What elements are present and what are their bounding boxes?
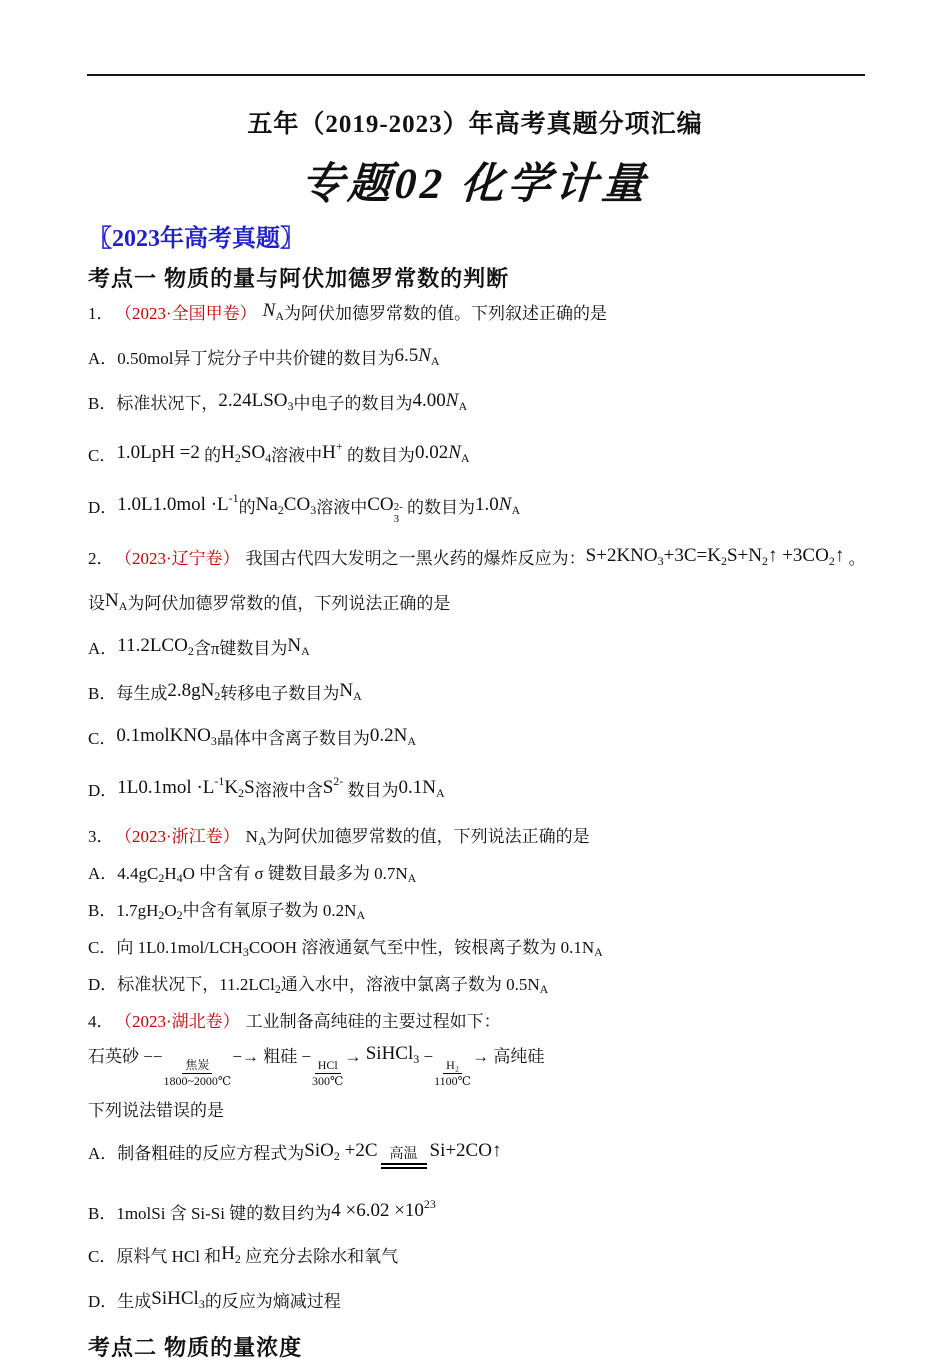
exam-source-label: （2023·辽宁卷） <box>123 549 240 569</box>
subscript-run: A <box>436 786 445 801</box>
formula-run: 2.8gN <box>167 680 215 702</box>
reaction-condition-arrow <box>312 1058 343 1089</box>
formula-run: H <box>221 1243 235 1265</box>
formula-run: Si+2CO↑ <box>429 1140 502 1162</box>
text-run: A．4.4gC <box>88 864 159 884</box>
content-line <box>88 678 878 709</box>
content-line <box>88 898 878 928</box>
formula-run: 1L0.1mol ·L <box>117 777 215 799</box>
formula-run: N <box>287 635 302 657</box>
text-run: → <box>344 1047 366 1067</box>
text-run: A． <box>88 639 118 659</box>
text-run: 的 <box>199 446 222 465</box>
content-line <box>88 343 878 374</box>
equals-top-label: 高温 <box>389 1147 418 1163</box>
subscript-run: A <box>539 982 549 997</box>
subscript-run: 2 <box>333 1149 340 1164</box>
formula-run: S <box>244 777 255 799</box>
superscript-run: 2- <box>333 774 344 789</box>
subscript-run: 4 <box>176 871 183 886</box>
text-run: 溶液中含 <box>254 781 323 801</box>
formula-run: 0.02 <box>414 442 449 463</box>
formula-run: SiHCl <box>365 1043 414 1065</box>
reaction-condition-arrow <box>163 1058 231 1089</box>
charge-superscript: 2- <box>393 501 403 513</box>
text-run: D． <box>88 498 118 517</box>
text-run: 设 <box>88 594 105 614</box>
text-run: C．向 1L0.1mol/LCH <box>88 938 243 958</box>
content-line <box>88 1286 878 1317</box>
content-line <box>88 433 878 471</box>
subscript-run: A <box>460 451 470 465</box>
content-line <box>88 298 878 329</box>
variable-run: N <box>418 345 431 366</box>
subscript-run: A <box>356 908 366 923</box>
text-run: 中电子的数目为 <box>293 394 413 413</box>
count-subscript: 3 <box>393 512 400 525</box>
superscript-run: -1 <box>228 491 239 505</box>
reaction-equals-condition <box>381 1147 427 1169</box>
formula-run: +3C=K <box>663 545 721 567</box>
subscript-run: 2 <box>158 871 165 886</box>
formula-run: S+N <box>726 545 762 567</box>
text-run: A．0.50mol异丁烷分子中共价键的数目为 <box>88 349 395 368</box>
subscript-run: A <box>301 644 310 659</box>
subscript-run: A <box>353 689 362 704</box>
text-run: N <box>245 827 258 847</box>
arrow-bottom-label: 1100℃ <box>434 1074 472 1089</box>
year-2023-header: 〖2023年高考真题〗 <box>88 226 304 252</box>
content-line <box>88 1009 878 1034</box>
text-run: B．每生成 <box>88 684 168 704</box>
subscript-run: 2 <box>234 1252 241 1267</box>
text-run: COOH 溶液通氨气至中性，铵根离子数为 0.1N <box>248 938 595 958</box>
formula-run: 0.1molKNO <box>116 725 211 747</box>
ion-charge-stack <box>394 502 403 525</box>
subscript-run: A <box>594 945 603 960</box>
subscript-run: A <box>511 503 521 517</box>
text-run: − <box>419 1047 434 1067</box>
subscript-run: 2 <box>176 908 183 923</box>
text-run: 的反应为熵减过程 <box>204 1292 341 1312</box>
arrow-top-label: HCl <box>315 1058 341 1074</box>
exam-source-label: （2023·湖北卷） <box>123 1012 240 1032</box>
content-line <box>88 723 878 754</box>
doc-subtitle: 专题02 化学计量 <box>299 161 651 208</box>
text-run: 中含有氧原子数为 0.2N <box>182 901 357 921</box>
text-run: → 高纯硅 <box>472 1047 545 1067</box>
subscript-run: A <box>407 871 417 886</box>
text-run: D． <box>88 781 118 801</box>
content-line <box>88 768 878 806</box>
arrow-top-label: 焦炭 <box>182 1058 212 1074</box>
formula-run: ↑ <box>834 545 845 567</box>
text-run: A．制备粗硅的反应方程式为 <box>88 1144 305 1164</box>
formula-run: +2C <box>339 1140 378 1162</box>
subscript-run: 2 <box>187 644 194 659</box>
formula-run: H <box>221 442 235 463</box>
formula-run: CO <box>367 494 394 515</box>
subscript-run: 2 <box>274 982 281 997</box>
subscript-run: 2 <box>214 689 221 704</box>
exam-source-label: （2023·全国甲卷） <box>123 304 257 323</box>
subscript-run: A <box>275 309 285 323</box>
variable-run: N <box>498 494 512 515</box>
formula-run: N <box>339 680 354 702</box>
formula-run: SO <box>240 442 266 463</box>
subscript-run: A <box>257 834 267 849</box>
formula-run: SiO <box>304 1140 334 1162</box>
subscript-run: 2 <box>828 554 835 569</box>
text-run: 为阿伏加德罗常数的值。下列叙述正确的是 <box>284 304 608 323</box>
subscript-run: 3 <box>287 399 294 413</box>
subscript-run: 2 <box>234 451 241 465</box>
questions-container <box>88 298 878 1317</box>
text-run: O 中含有 σ 键数目最多为 0.7N <box>182 864 408 884</box>
text-run: 含π键数目为 <box>193 639 288 659</box>
text-run: C． <box>88 729 117 749</box>
formula-run: 2.24LSO <box>218 390 288 411</box>
superscript-run: 23 <box>423 1197 436 1212</box>
subscript-run: 4 <box>265 451 272 465</box>
subscript-run: A <box>458 399 468 413</box>
subscript-run: 3 <box>198 1297 205 1312</box>
text-run: 的数目为 <box>402 498 476 517</box>
formula-run: ↑ +3CO <box>767 545 829 567</box>
subscript-run: 2 <box>277 503 284 517</box>
text-run: D．标准状况下，11.2LCl <box>88 975 275 995</box>
text-run: 石英砂 −− <box>88 1047 163 1067</box>
text-run: 晶体中含离子数目为 <box>216 729 370 749</box>
variable-run: N <box>445 390 459 411</box>
formula-run: 4.00 <box>412 390 446 411</box>
subscript-run: A <box>118 599 128 614</box>
formula-run: 1.0L1.0mol ·L <box>117 494 229 515</box>
arrow-bottom-label: 1800~2000℃ <box>163 1074 232 1089</box>
text-run: 为阿伏加德罗常数的值，下列说法正确的是 <box>266 827 590 847</box>
formula-run: 1.0 <box>475 494 499 515</box>
text-run: 的 <box>238 498 256 517</box>
text-run: 下列说法错误的是 <box>88 1101 224 1121</box>
text-run: 溶液中 <box>271 446 323 465</box>
content-line <box>88 824 878 854</box>
content-line <box>88 485 878 525</box>
content-line <box>88 1138 878 1169</box>
kaodian1-heading: 考点一 物质的量与阿伏加德罗常数的判断 <box>88 266 510 291</box>
doc-title: 五年（2019-2023）年高考真题分项汇编 <box>247 111 703 138</box>
text-run: 应充分去除水和氧气 <box>240 1247 399 1267</box>
formula-run: S <box>322 777 334 799</box>
text-run: 工业制备高纯硅的主要过程如下： <box>245 1012 501 1032</box>
superscript-run: + <box>335 439 343 453</box>
text-run: 我国古代四大发明之一黑火药的爆炸反应为： <box>245 549 586 569</box>
subscript-run: A <box>430 354 440 368</box>
page-top-border <box>87 74 865 76</box>
text-run: 2． <box>88 549 114 569</box>
arrow-top-label: H₂ <box>443 1058 462 1074</box>
text-run: C．原料气 HCl 和 <box>88 1247 222 1267</box>
formula-run: S+2KNO <box>585 545 658 567</box>
text-run: B．标准状况下， <box>88 394 219 413</box>
text-run: 1． <box>88 304 114 323</box>
reaction-condition-arrow <box>434 1058 471 1089</box>
formula-run: SiHCl <box>151 1288 199 1310</box>
formula-run: 0.2N <box>369 725 408 747</box>
subscript-run: 3 <box>413 1052 420 1067</box>
formula-run: 4 ×6.02 ×10 <box>331 1200 424 1222</box>
text-run: 为阿伏加德罗常数的值，下列说法正确的是 <box>127 594 451 614</box>
subscript-run: 3 <box>310 503 317 517</box>
content-line <box>88 1241 878 1272</box>
kaodian2-heading: 考点二 物质的量浓度 <box>88 1335 303 1361</box>
variable-run: N <box>262 300 276 321</box>
formula-run: 0.1N <box>398 777 437 799</box>
subscript-run: A <box>407 734 416 749</box>
formula-run: Na <box>255 494 278 515</box>
double-equals-bar <box>381 1163 427 1169</box>
content-line <box>88 1041 878 1089</box>
text-run: 通入水中，溶液中氯离子数为 0.5N <box>280 975 540 995</box>
formula-run: H <box>322 442 336 463</box>
formula-run: 11.2LCO <box>117 635 188 657</box>
subscript-run: 3 <box>242 945 249 960</box>
questions-body <box>88 298 878 1362</box>
text-run: C． <box>88 446 117 465</box>
text-run: D．生成 <box>88 1292 152 1312</box>
formula-run: K <box>224 777 239 799</box>
text-run: 的数目为 <box>342 446 415 465</box>
text-run: 4． <box>88 1012 114 1032</box>
content-line <box>88 388 878 419</box>
content-line <box>88 935 878 965</box>
formula-run: N <box>105 590 119 612</box>
formula-run: CO <box>283 494 311 515</box>
content-line <box>88 861 878 891</box>
text-run: 3． <box>88 827 114 847</box>
text-run: O <box>164 901 177 921</box>
content-line <box>88 633 878 664</box>
formula-run: 1.0LpH =2 <box>116 442 200 463</box>
exam-source-label: （2023·浙江卷） <box>123 827 240 847</box>
content-line <box>88 588 878 619</box>
superscript-run: -1 <box>214 774 225 789</box>
subscript-run: 3 <box>657 554 664 569</box>
content-line <box>88 972 878 1002</box>
subscript-run: 2 <box>158 908 165 923</box>
text-run: 转移电子数目为 <box>220 684 340 704</box>
subscript-run: 2 <box>720 554 727 569</box>
subscript-run: 3 <box>210 734 217 749</box>
text-run: 。 <box>844 549 866 569</box>
text-run: H <box>164 864 177 884</box>
arrow-bottom-label: 300℃ <box>312 1074 344 1089</box>
content-line <box>88 1191 878 1227</box>
text-run: B．1molSi 含 Si-Si 键的数目约为 <box>88 1204 332 1224</box>
content-line <box>88 1098 878 1124</box>
text-run: 溶液中 <box>316 498 368 517</box>
content-line <box>88 543 878 574</box>
text-run: −→ 粗硅 − <box>232 1047 312 1067</box>
text-run: 数目为 <box>343 781 399 801</box>
variable-run: N <box>448 442 461 463</box>
formula-run: 6.5 <box>394 345 419 366</box>
text-run: B．1.7gH <box>88 901 159 921</box>
subscript-run: 2 <box>238 786 245 801</box>
subscript-run: 2 <box>761 554 768 569</box>
